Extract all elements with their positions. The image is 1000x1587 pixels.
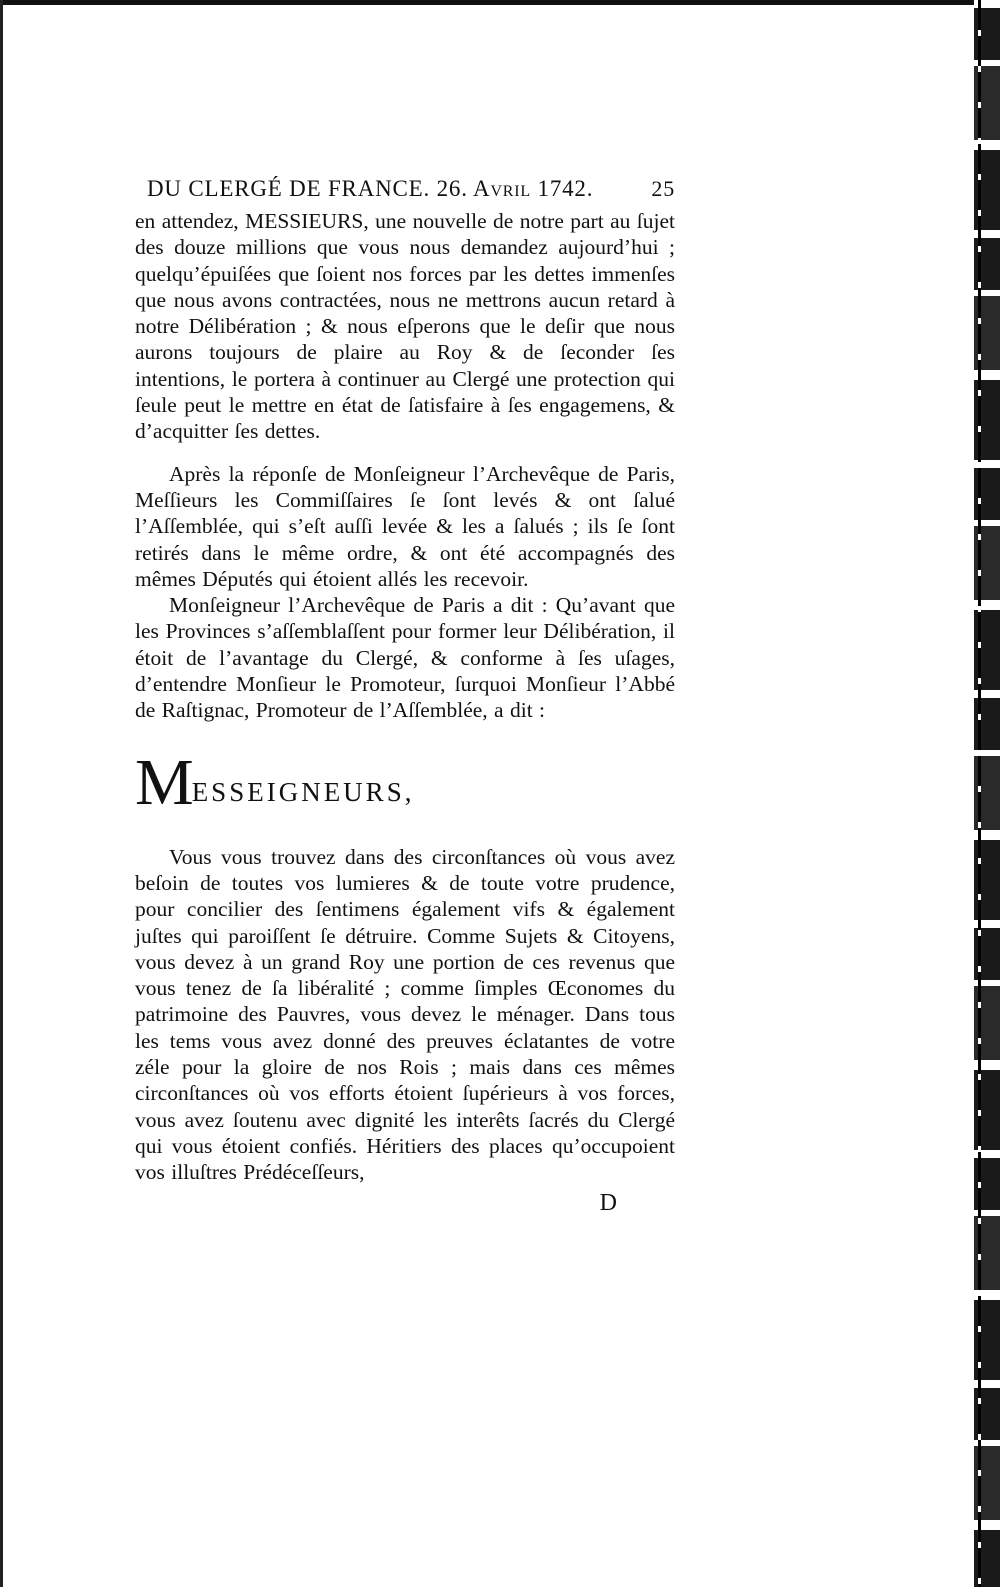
- paragraph-reponse: Après la réponſe de Monſeigneur l’Archevêque de Paris, Meſſieurs les Commiſſaires ſe ſont levés & ont ſalué l’Aſſemblée, qui s’eſt auſſi levée & les a ſalués ; ils ſe ſont retirés dans le même ordre, & ont été accompagnés des mêmes Députés qui étoient allés les recevoir.: [135, 461, 675, 591]
- book-binding-edge: [974, 0, 1000, 1587]
- document-page: [135, 172, 675, 1218]
- paragraph-promoteur: Monſeigneur l’Archevêque de Paris a dit : Qu’avant que les Provinces s’aſſemblaſſent pour former leur Délibération, il étoit de l’avantage du Clergé, & conforme à ſes uſages, d’entendre Monſieur le Promoteur, ſurquoi Monſieur l’Abbé de Raſtignac, Promoteur de l’Aſſemblée, a dit :: [135, 593, 675, 723]
- scan-frame-top-edge: [0, 0, 1000, 5]
- catchword-signature: D: [599, 1189, 617, 1216]
- running-head-title: DU CLERGÉ DE FRANCE. 26. Avril 1742.: [147, 176, 594, 201]
- speech-heading: [135, 745, 675, 819]
- heading-rest: ESSEIGNEURS,: [191, 776, 415, 807]
- paragraph-continuation: en attendez, MESSIEURS, une nouvelle de notre part au ſujet des douze millions que vous nous demandez aujourd’hui ; quelqu’épuiſées que ſoient nos forces par les dettes immenſes que nous avons contractées, nous ne mettrons aucun retard à notre Délibération ; & nous eſperons que le deſir que nous aurons toujours de plaire au Roy & de ſeconder ſes intentions, le portera à continuer au Clergé une protection qui ſeule peut le mettre en état de ſatisfaire à ſes engagemens, & d’acquitter ſes dettes.: [135, 209, 675, 444]
- paragraph-gap: [135, 445, 675, 461]
- heading-initial-letter: M: [135, 745, 192, 819]
- scan-frame-left-edge: [0, 0, 3, 1587]
- speech-paragraph: Vous vous trouvez dans des circonſtances où vous avez beſoin de toutes vos lumieres & de toute votre prudence, pour concilier des ſentimens également vifs & également juſtes qui paroiſſent ſe détruire. Comme Sujets & Citoyens, vous devez à un grand Roy une portion de ces revenus que vous tenez de ſa libéralité ; comme ſimples Œconomes du patrimoine des Pauvres, vous devez le ménager. Dans tous les tems vous avez donné des preuves éclatantes de votre zéle pour la gloire de nos Rois ; mais dans ces mêmes circonſtances où vos efforts étoient ſupérieurs à vos forces, vous avez ſoutenu avec dignité les interêts ſacrés du Clergé qui vous étoient confiés. Héritiers des places qu’occupoient vos illuſtres Prédéceſſeurs,: [135, 844, 675, 1185]
- page-number: 25: [651, 176, 675, 201]
- running-head: [135, 172, 675, 206]
